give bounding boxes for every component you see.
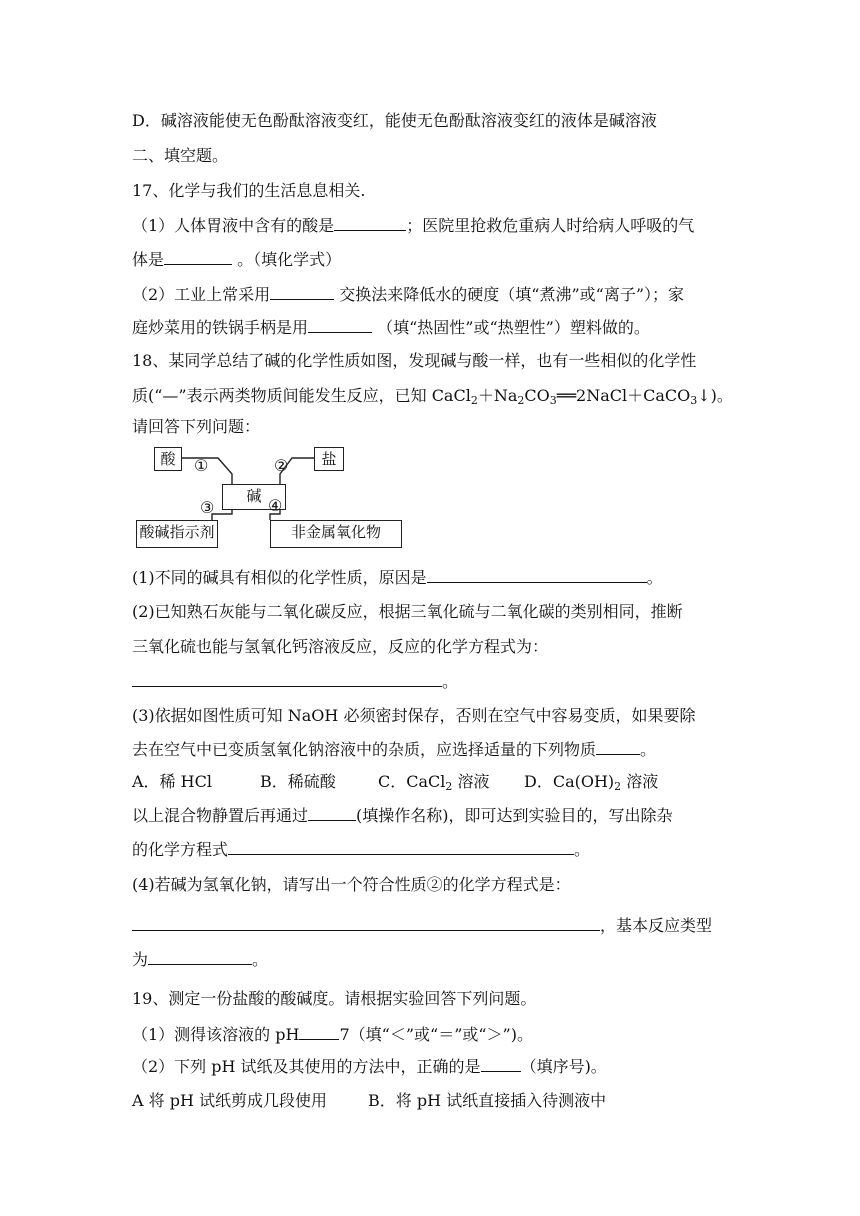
answer-blank[interactable] [334, 214, 406, 231]
question-18-title: 18、某同学总结了碱的化学性质如图，发现碱与酸一样，也有一些相似的化学性 [132, 351, 697, 370]
section-heading: 二、填空题。 [132, 146, 229, 165]
q19-option-a: A 将 pH 试纸剪成几段使用 [132, 1091, 328, 1110]
indicator-box: 酸碱指示剂 [136, 520, 218, 548]
q17-part1-line1: （1）人体胃液中含有的酸是 ；医院里抢救危重病人时给病人呼吸的气 [132, 216, 695, 235]
q17-part2-line2: 庭炒菜用的铁锅手柄是用 （填“热固性”或“热塑性”）塑料做的。 [132, 318, 650, 337]
answer-blank[interactable] [148, 948, 252, 965]
q18-part3-line1: (3)依据如图性质可知 NaOH 必须密封保存，否则在空气中容易变质，如果要除 [132, 706, 696, 725]
q18-options [132, 771, 732, 793]
q19-options [132, 1090, 732, 1112]
label-3: ③ [200, 498, 215, 517]
answer-blank[interactable] [164, 248, 232, 265]
q18-prompt: 请回答下列问题： [132, 417, 261, 436]
question-19-title: 19、测定一份盐酸的酸碱度。请根据实验回答下列问题。 [132, 989, 537, 1008]
answer-blank[interactable] [132, 670, 442, 687]
base-properties-diagram [134, 444, 406, 550]
answer-blank[interactable] [427, 566, 647, 583]
answer-blank[interactable] [132, 914, 600, 931]
answer-blank[interactable] [228, 838, 574, 855]
q19-part2: （2）下列 pH 试纸及其使用的方法中，正确的是 （填序号)。 [132, 1057, 607, 1076]
label-4: ④ [268, 496, 283, 515]
q18-part1: (1)不同的碱具有相似的化学性质，原因是 。 [132, 568, 663, 587]
q18-part4-line3: 为 。 [132, 950, 269, 969]
nonmetal-oxide-box: 非金属氧化物 [270, 520, 402, 548]
answer-blank[interactable] [596, 738, 640, 755]
q17-part2-line1: （2）工业上常采用 交换法来降低水的硬度（填“煮沸”或“离子”）；家 [132, 285, 685, 304]
answer-blank[interactable] [481, 1055, 521, 1072]
answer-blank[interactable] [299, 1023, 339, 1040]
q18-part3-line2: 去在空气中已变质氢氧化钠溶液中的杂质，应选择适量的下列物质 。 [132, 740, 657, 759]
q18-part2-answer: 。 [132, 670, 732, 693]
salt-box: 盐 [314, 447, 344, 471]
option-b: B．稀硫酸 [260, 772, 336, 791]
option-d-line: D．碱溶液能使无色酚酞溶液变红，能使无色酚酞溶液变红的液体是碱溶液 [132, 111, 657, 130]
option-d: D．$Ca(OH)_2$ 溶液 [524, 772, 659, 793]
answer-blank[interactable] [308, 804, 356, 821]
q18-part3-line3: 以上混合物静置后再通过 (填操作名称)，即可达到实验目的，写出除杂 [132, 806, 673, 825]
q18-part4-line1: (4)若碱为氢氧化钠，请写出一个符合性质②的化学方程式是： [132, 875, 571, 894]
q18-part2-line1: (2)已知熟石灰能与二氧化碳反应，根据三氧化硫与二氧化碳的类别相同，推断 [132, 602, 683, 621]
question-17-title: 17、化学与我们的生活息息相关. [132, 181, 366, 200]
q18-reaction-line: 质(“—”表示两类物质间能发生反应，已知 $CaCl_2+Na_2CO_3══2NaCl+CaCO_3↓$)。 [132, 386, 733, 407]
q18-part4-line2: ，基本反应类型 [132, 914, 732, 937]
answer-blank[interactable] [308, 316, 372, 333]
option-a: A．稀 HCl [132, 772, 212, 791]
answer-blank[interactable] [270, 283, 334, 300]
acid-box: 酸 [154, 447, 182, 471]
q18-part2-line2: 三氧化硫也能与氢氧化钙溶液反应，反应的化学方程式为： [132, 637, 549, 656]
option-c: C．CaCl$_2$ 溶液 [378, 772, 490, 793]
base-box: 碱 [222, 484, 286, 510]
q19-option-b: B．将 pH 试纸直接插入待测液中 [368, 1091, 607, 1110]
q19-part1: （1）测得该溶液的 pH 7（填“＜”或“＝”或“＞”)。 [132, 1025, 533, 1044]
q18-part3-line4: 的化学方程式 。 [132, 840, 591, 859]
q17-part1-line2: 体是 。（填化学式） [132, 250, 342, 269]
label-1: ① [194, 456, 209, 475]
label-2: ② [274, 456, 289, 475]
